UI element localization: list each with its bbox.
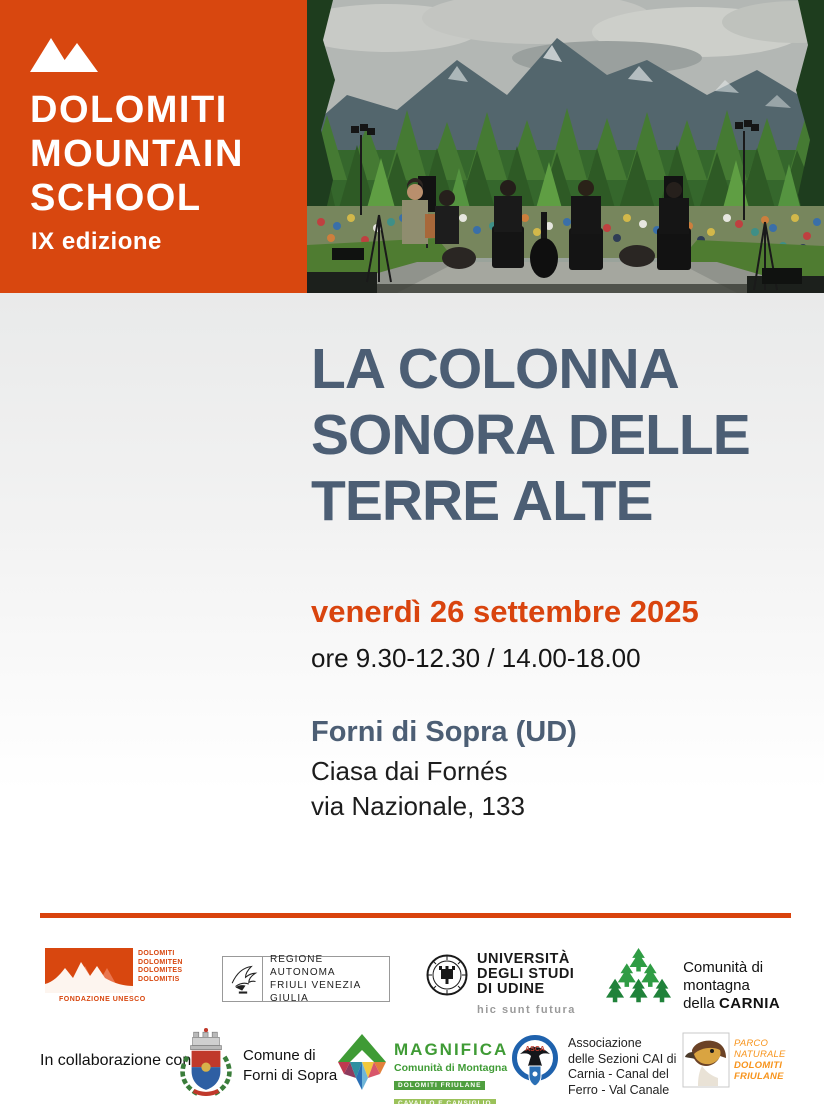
brand-title xyxy=(30,88,244,220)
asca-line-2: delle Sezioni CAI di xyxy=(568,1051,677,1066)
venue-place: Ciasa dai Fornés xyxy=(311,756,508,786)
event-title-line-1: LA COLONNA xyxy=(311,337,679,401)
logo-regione-fvg xyxy=(222,956,390,1002)
event-date: venerdì 26 settembre 2025 xyxy=(311,594,699,629)
dolomiti-unesco-icon xyxy=(45,948,133,993)
unesco-word-4: DOLOMITIS xyxy=(138,975,180,983)
regione-line-1: REGIONE AUTONOMA xyxy=(270,954,336,978)
carnia-trees-icon xyxy=(604,948,673,1004)
parco-line-3: DOLOMITI xyxy=(734,1060,783,1071)
logo-parco-dolomiti-friulane xyxy=(734,1038,786,1082)
logo-fondazione-dolomiti-unesco xyxy=(45,946,183,1006)
logo-magnifica xyxy=(394,1040,508,1104)
event-title xyxy=(311,336,750,534)
asca-line-4: Ferro - Val Canale xyxy=(568,1082,670,1097)
asca-emblem-text: ASCA xyxy=(525,1046,545,1053)
uniud-line-2: DEGLI STUDI xyxy=(477,966,575,982)
unesco-word-3: DOLOMITES xyxy=(138,967,183,974)
regione-eagle-icon xyxy=(223,957,263,1001)
brand-block xyxy=(0,0,307,293)
unesco-caption: FONDAZIONE UNESCO xyxy=(59,996,146,1003)
mountain-logo-icon xyxy=(30,30,98,72)
parco-line-1: PARCO xyxy=(734,1038,769,1049)
uniud-seal-icon xyxy=(426,954,468,996)
header xyxy=(0,0,824,293)
uniud-line-1: UNIVERSITÀ xyxy=(477,951,570,967)
carnia-line-2 xyxy=(683,995,824,1013)
carnia-line-1: Comunità di montagna xyxy=(683,959,764,994)
brand-edition: IX edizione xyxy=(31,228,162,255)
comune-line-1: Comune di xyxy=(243,1047,316,1064)
collaboration-label: In collaborazione con xyxy=(40,1052,192,1069)
brand-line-1: DOLOMITI xyxy=(30,89,228,131)
asca-line-3: Carnia - Canal del xyxy=(568,1067,669,1081)
magnifica-title: MAGNIFICA xyxy=(394,1040,509,1059)
uniud-tagline: hic sunt futura xyxy=(477,1004,576,1016)
logo-comunita-carnia xyxy=(604,948,824,1013)
magnifica-diamond-icon xyxy=(336,1032,388,1092)
brand-line-2: MOUNTAIN xyxy=(30,133,244,175)
parco-eagle-icon xyxy=(682,1032,730,1088)
magnifica-ribbon-2: CAVALLO E CANSIGLIO xyxy=(394,1099,496,1104)
logo-universita-udine xyxy=(426,952,576,1016)
carnia-line-2-bold: CARNIA xyxy=(718,995,781,1012)
concert-photo xyxy=(307,0,824,293)
comune-line-2: Forni di Sopra xyxy=(243,1067,338,1084)
regione-line-2: FRIULI VENEZIA GIULIA xyxy=(270,980,361,1004)
divider-rule xyxy=(40,913,791,918)
asca-line-1: Associazione xyxy=(568,1036,642,1050)
venue-name: Forni di Sopra (UD) xyxy=(311,716,577,748)
event-time: ore 9.30-12.30 / 14.00-18.00 xyxy=(311,643,641,673)
unesco-word-2: DOLOMITEN xyxy=(138,958,183,966)
carnia-line-2-prefix: della xyxy=(683,995,719,1012)
magnifica-ribbon-1: DOLOMITI FRIULANE xyxy=(394,1081,485,1090)
unesco-word-1: DOLOMITI xyxy=(138,950,175,957)
comune-forni-di-sopra-crest-icon xyxy=(177,1026,235,1096)
magnifica-subtitle: Comunità di Montagna xyxy=(394,1062,508,1074)
event-title-line-3: TERRE ALTE xyxy=(311,469,653,533)
event-title-line-2: SONORA DELLE xyxy=(311,403,750,467)
concert-photo-illustration xyxy=(307,0,824,293)
parco-line-4: FRIULANE xyxy=(734,1071,784,1082)
brand-line-3: SCHOOL xyxy=(30,177,202,219)
venue-address: via Nazionale, 133 xyxy=(311,791,525,821)
logo-asca-cai xyxy=(568,1036,676,1098)
asca-cai-emblem-icon xyxy=(512,1032,558,1092)
uniud-line-3: DI UDINE xyxy=(477,981,545,997)
parco-line-2: NATURALE xyxy=(734,1049,786,1060)
